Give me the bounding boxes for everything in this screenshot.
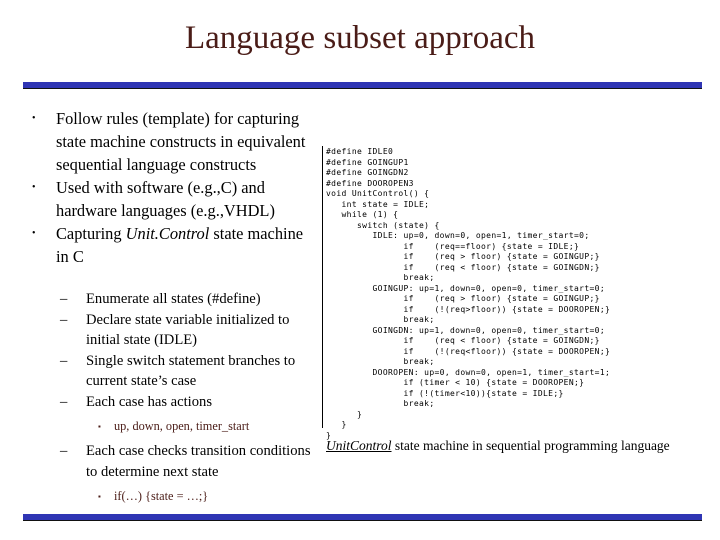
dash-icon: –	[60, 393, 68, 410]
sub-bullet-item	[60, 289, 317, 310]
bottom-divider	[23, 514, 702, 521]
bullet-dot-icon: •	[32, 228, 36, 239]
bullet-text-prefix: Capturing	[56, 224, 126, 243]
bullet-text-italic: Unit.Control	[125, 224, 210, 243]
bullet-list	[32, 107, 317, 505]
caption-italic: UnitControl	[326, 438, 392, 453]
square-bullet-icon: ▪	[98, 422, 101, 431]
sub-bullet-item	[60, 351, 317, 392]
sub-bullet-item	[60, 392, 317, 413]
bullet-item	[32, 222, 317, 268]
sub-sub-bullet-text: up, down, open, timer_start	[114, 419, 250, 433]
sub-sub-bullet-item	[98, 488, 317, 505]
sub-bullet-text: Single switch statement branches to current state’s case	[86, 352, 296, 389]
bullet-dot-icon: •	[32, 113, 36, 124]
bullet-dot-icon: •	[32, 182, 36, 193]
dash-icon: –	[60, 443, 68, 459]
bullet-text-suffix: state machine in C	[56, 224, 304, 266]
bullet-item	[32, 176, 317, 222]
code-border	[322, 146, 323, 428]
bullet-text: Used with software (e.g.,C) and hardware languages (e.g.,VHDL)	[56, 178, 275, 220]
sub-bullet-text: Each case has actions	[86, 393, 213, 410]
dash-icon: –	[60, 291, 68, 307]
sub-bullet-text: Declare state variable initialized to initial state (IDLE)	[86, 311, 290, 348]
sub-bullet-text: Enumerate all states (#define)	[86, 291, 261, 307]
dash-icon: –	[60, 352, 68, 369]
sub-bullet-item	[60, 310, 317, 351]
sub-bullet-text: Each case checks transition conditions to determine next state	[86, 443, 311, 480]
dash-icon: –	[60, 311, 68, 328]
square-bullet-icon: ▪	[98, 492, 101, 501]
sub-sub-bullet-item	[98, 418, 317, 435]
slide-title: Language subset approach	[184, 20, 536, 56]
code-caption	[326, 438, 706, 454]
bullet-text: Follow rules (template) for capturing state machine constructs in equivalent sequential language constructs	[56, 109, 306, 174]
code-listing: #define IDLE0 #define GOINGUP1 #define GOINGDN2 #define DOOROPEN3 void UnitControl() { int state = IDLE; while (1) { switch (state) { IDLE: up=0, down=0, open=1, timer_start=0; if (req==floor) {state = IDLE;} if (req > floor) {state = GOINGUP;} if (req < floor) {state = GOINGDN;} break; GOINGUP: up=1, down=0, open=0, timer_start=0; if (req > floor) {state = GOINGUP;} if (!(req>floor)) {state = DOOROPEN;} break; GOINGDN: up=1, down=0, open=0, timer_start=0; if (req < floor) {state = GOINGDN;} if (!(req<floor)) {state = DOOROPEN;} break; DOOROPEN: up=0, down=0, open=1, timer_start=1; if (timer < 10) {state = DOOROPEN;} if (!(timer<10)){state = IDLE;} break; } } }	[326, 147, 611, 440]
sub-sub-bullet-text: if(…) {state = …;}	[114, 489, 209, 503]
sub-bullet-item	[60, 441, 317, 482]
top-divider	[23, 82, 702, 89]
bullet-item	[32, 107, 317, 176]
caption-rest: state machine in sequential programming language	[391, 438, 670, 453]
